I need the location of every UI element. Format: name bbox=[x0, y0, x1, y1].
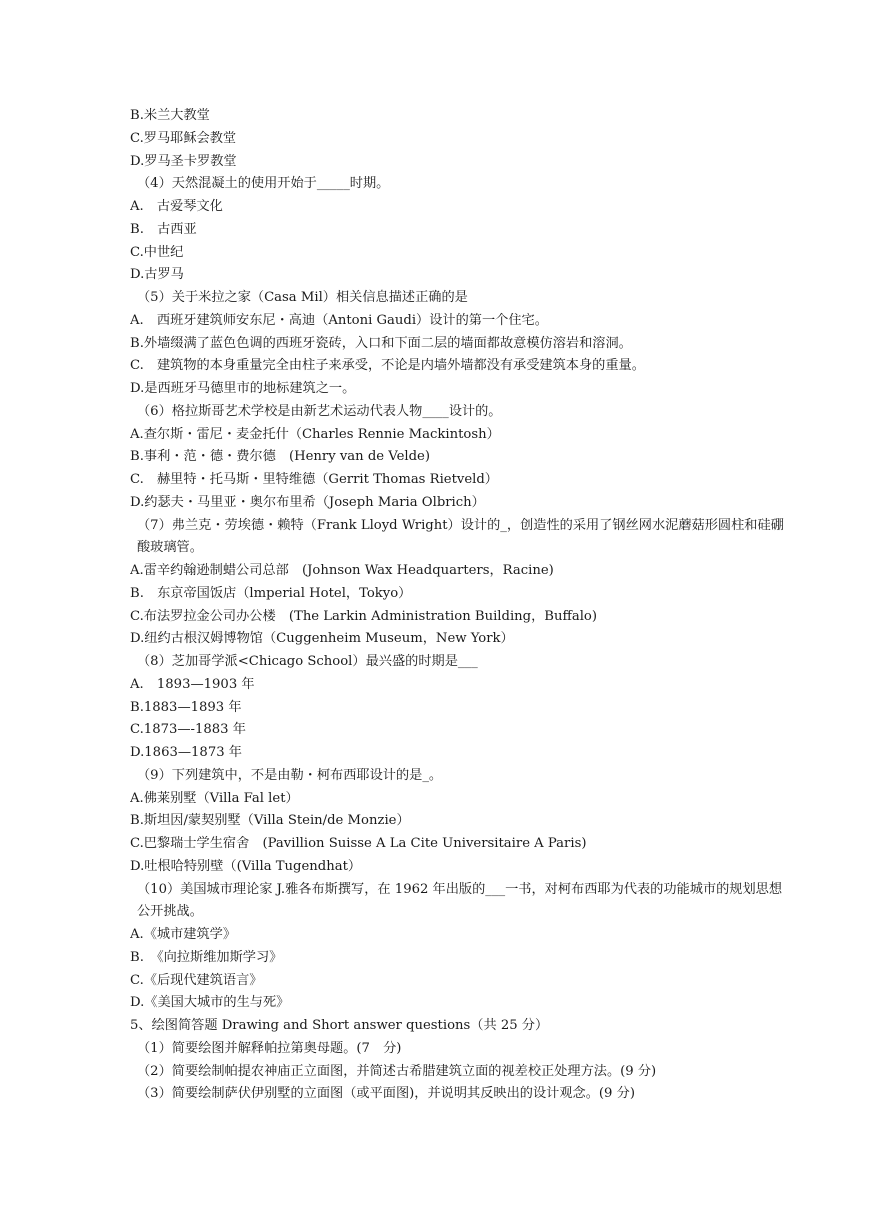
drawing-question-3: （3）简要绘制萨伏伊别墅的立面图（或平面图)，并说明其反映出的设计观念。(9 分) bbox=[137, 1086, 635, 1102]
option-c-il-gesu: C.罗马耶稣会教堂 bbox=[130, 130, 237, 146]
q10-option-c: C.《后现代建筑语言》 bbox=[130, 972, 263, 988]
q8-option-a: A. 1893—1903 年 bbox=[130, 676, 255, 692]
q6-option-a: A.查尔斯・雷尼・麦金托什（Charles Rennie Mackintosh） bbox=[130, 426, 500, 442]
question-5: （5）关于米拉之家（Casa Mil）相关信息描述正确的是 bbox=[137, 290, 468, 305]
q4-option-b: B. 古西亚 bbox=[130, 221, 197, 237]
q8-option-d: D.1863—1873 年 bbox=[130, 745, 242, 760]
question-4: （4）天然混凝土的使用开始于_____时期。 bbox=[137, 176, 390, 192]
q6-option-b: B.事利・范・德・费尔德 (Henry van de Velde) bbox=[130, 449, 430, 465]
q10-option-d: D.《美国大城市的生与死》 bbox=[130, 995, 290, 1011]
q7-option-d: D.纽约古根汉姆博物馆（Cuggenheim Museum，New York） bbox=[130, 631, 514, 647]
question-9: （9）下列建筑中，不是由勒・柯布西耶设计的是_。 bbox=[137, 767, 443, 783]
q7-option-c: C.布法罗拉金公司办公楼 (The Larkin Administration Building，Buffalo) bbox=[130, 608, 598, 624]
option-b-milan-cathedral: B.米兰大教堂 bbox=[130, 108, 210, 123]
option-d-san-carlo: D.罗马圣卡罗教堂 bbox=[130, 153, 237, 169]
q4-option-c: C.中世纪 bbox=[130, 244, 184, 260]
q5-option-b: B.外墙缀满了蓝色色调的西班牙瓷砖，入口和下面二层的墙面都故意模仿溶岩和溶洞。 bbox=[130, 335, 632, 351]
q9-option-b: B.斯坦因/蒙契别墅（Villa Stein/de Monzie） bbox=[130, 813, 410, 829]
q7-option-a: A.雷辛约翰逊制蜡公司总部 (Johnson Wax Headquarters，Racine) bbox=[130, 563, 554, 578]
q9-option-a: A.佛莱别墅（Villa Fal let） bbox=[130, 790, 299, 806]
q7-option-b: B. 东京帝国饭店（lmperial Hotel，Tokyo） bbox=[130, 585, 412, 601]
question-8: （8）芝加哥学派<Chicago School）最兴盛的时期是___ bbox=[137, 654, 478, 669]
drawing-question-1: （1）简要绘图并解释帕拉第奥母题。(7 分) bbox=[137, 1040, 402, 1056]
drawing-question-2: （2）简要绘制帕提农神庙正立面图，并简述古希腊建筑立面的视差校正处理方法。(9 分) bbox=[137, 1063, 657, 1079]
question-7: （7）弗兰克・劳埃德・赖特（Frank Lloyd Wright）设计的_，创造性的采用了钢丝网水泥蘑菇形圆柱和硅硼酸玻璃管。 bbox=[137, 517, 784, 556]
q6-option-d: D.约瑟夫・马里亚・奥尔布里希（Joseph Maria Olbrich） bbox=[130, 494, 485, 510]
q5-option-d: D.是西班牙马德里市的地标建筑之一。 bbox=[130, 381, 356, 396]
q9-option-d: D.吐根哈特别壁（(Villa Tugendhat） bbox=[130, 858, 362, 874]
q10-option-b: B. 《向拉斯维加斯学习》 bbox=[130, 949, 283, 965]
q8-option-b: B.1883—1893 年 bbox=[130, 699, 242, 715]
q5-option-c: C. 建筑物的本身重量完全由柱子来承受，不论是内墙外墙都没有承受建筑本身的重量。 bbox=[130, 358, 645, 374]
q5-option-a: A. 西班牙建筑师安东尼・高迪（Antoni Gaudi）设计的第一个住宅。 bbox=[130, 312, 548, 328]
q9-option-c: C.巴黎瑞士学生宿舍 (Pavillion Suisse A La Cite Universitaire A Paris) bbox=[130, 836, 587, 851]
document-body bbox=[130, 105, 790, 1106]
q6-option-c: C. 赫里特・托马斯・里特维德（Gerrit Thomas Rietveld） bbox=[130, 472, 498, 487]
section-5-heading: 5、绘图简答题 Drawing and Short answer questions（共 25 分） bbox=[130, 1018, 549, 1033]
question-10: （10）美国城市理论家 J.雅各布斯撰写，在 1962 年出版的___一书，对柯布西耶为代表的功能城市的规划思想公开挑战。 bbox=[137, 881, 783, 920]
q4-option-d: D.古罗马 bbox=[130, 267, 184, 283]
q10-option-a: A.《城市建筑学》 bbox=[130, 927, 237, 942]
question-6: （6）格拉斯哥艺术学校是由新艺术运动代表人物____设计的。 bbox=[137, 403, 502, 419]
q4-option-a: A. 古爱琴文化 bbox=[130, 199, 223, 214]
q8-option-c: C.1873—-1883 年 bbox=[130, 722, 246, 738]
